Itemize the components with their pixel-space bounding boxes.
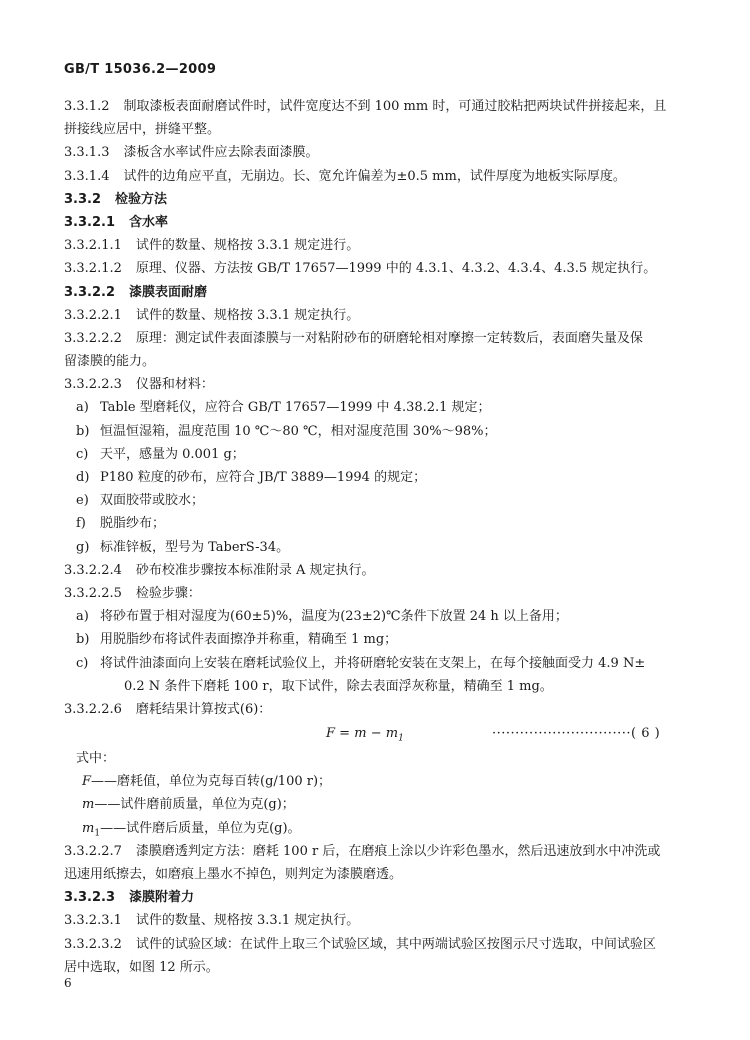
list-item: e) 双面胶带或胶水； <box>76 493 205 509</box>
clause-3-3-1-2: 3.3.1.2 制取漆板表面耐磨试件时，试件宽度达不到 100 mm 时，可通过胶粘把两块试件拼接起来，且 <box>64 99 667 114</box>
formula-6 <box>64 721 694 747</box>
list-item: b) 用脱脂纱布将试件表面擦净并称重，精确至 1 mg； <box>76 632 398 648</box>
heading-3-3-2-3: 3.3.2.3 漆膜附着力 <box>64 890 195 906</box>
clause-3-3-2-2-2-cont: 留漆膜的能力。 <box>64 354 156 370</box>
clause-3-3-1-2-cont: 拼接线应居中，拼缝平整。 <box>64 122 221 138</box>
formula-where: 式中： <box>76 751 116 767</box>
clause-3-3-2-1-2: 3.3.2.1.2 原理、仪器、方法按 GB/T 17657—1999 中的 4.3.1、4.3.2、4.3.4、4.3.5 规定执行。 <box>64 261 657 277</box>
list-item: b) 恒温恒湿箱，温度范围 10 ℃～80 ℃，相对湿度范围 30%～98%； <box>76 423 497 439</box>
clause-3-3-2-2-5: 3.3.2.2.5 检验步骤： <box>64 585 201 601</box>
clause-3-3-2-3-1: 3.3.2.3.1 试件的数量、规格按 3.3.1 规定执行。 <box>64 913 360 929</box>
symbol-definition: m——试件磨前质量，单位为克(g)； <box>82 797 295 813</box>
list-item: a) 将砂布置于相对湿度为(60±5)%，温度为(23±2)℃条件下放置 24 h 以上备用； <box>76 609 568 625</box>
page-number: 6 <box>64 976 72 990</box>
clause-3-3-2-2-2: 3.3.2.2.2 原理：测定试件表面漆膜与一对粘附砂布的研磨轮相对摩擦一定转数后，表面磨失量及保 <box>64 330 643 346</box>
clause-3-3-2-2-3: 3.3.2.2.3 仪器和材料： <box>64 377 214 393</box>
clause-3-3-2-3-2: 3.3.2.3.2 试件的试验区域：在试件上取三个试验区域，其中两端试验区按图示尺寸选取，中间试验区 <box>64 936 656 952</box>
clause-3-3-2-3-2-cont: 居中选取，如图 12 所示。 <box>64 959 219 975</box>
clause-3-3-2-2-1: 3.3.2.2.1 试件的数量、规格按 3.3.1 规定执行。 <box>64 307 360 323</box>
document-body <box>64 95 694 979</box>
symbol-definition: F——磨耗值，单位为克每百转(g/100 r)； <box>82 774 332 790</box>
formula-expression: $F = m - m_1$ <box>326 726 404 744</box>
clause-3-3-1-4: 3.3.1.4 试件的边角应平直，无崩边。长、宽允许偏差为±0.5 mm，试件厚度为地板实际厚度。 <box>64 168 626 184</box>
clause-3-3-2-2-7: 3.3.2.2.7 漆膜磨透判定方法：磨耗 100 r 后，在磨痕上涂以少许彩色墨水，然后迅速放到水中冲洗或 <box>64 843 661 859</box>
symbol-definition: $m_1——$试件磨后质量，单位为克(g)。 <box>82 820 301 839</box>
list-item: c) 将试件油漆面向上安装在磨耗试验仪上，并将研磨轮安装在支架上，在每个接触面受力 4.9 N± <box>76 655 646 671</box>
standard-number-header: GB/T 15036.2—2009 <box>64 62 217 77</box>
clause-3-3-1-3: 3.3.1.3 漆板含水率试件应去除表面漆膜。 <box>64 145 319 161</box>
list-item: g) 标准锌板，型号为 TaberS-34。 <box>76 539 290 555</box>
clause-3-3-2-2-6: 3.3.2.2.6 磨耗结果计算按式(6)： <box>64 701 272 717</box>
list-item: c) 天平，感量为 0.001 g； <box>76 446 245 462</box>
heading-3-3-2-2: 3.3.2.2 漆膜表面耐磨 <box>64 284 208 300</box>
list-item: a) Table 型磨耗仪，应符合 GB/T 17657—1999 中 4.38.2.1 规定； <box>76 400 491 416</box>
list-item: d) P180 粒度的砂布，应符合 JB/T 3889—1994 的规定； <box>76 470 427 485</box>
clause-3-3-2-1-1: 3.3.2.1.1 试件的数量、规格按 3.3.1 规定进行。 <box>64 238 360 254</box>
heading-3-3-2: 3.3.2 检验方法 <box>64 191 168 207</box>
clause-3-3-2-2-7-cont: 迅速用纸擦去，如磨痕上墨水不掉色，则判定为漆膜磨透。 <box>64 867 403 882</box>
list-item-continuation: 0.2 N 条件下磨耗 100 r，取下试件，除去表面浮灰称量，精确至 1 mg。 <box>124 678 553 694</box>
heading-3-3-2-1: 3.3.2.1 含水率 <box>64 214 169 230</box>
clause-3-3-2-2-4: 3.3.2.2.4 砂布校准步骤按本标准附录 A 规定执行。 <box>64 562 375 578</box>
equation-number: ······························( 6 ) <box>492 726 661 742</box>
list-item: f) 脱脂纱布； <box>76 516 166 532</box>
